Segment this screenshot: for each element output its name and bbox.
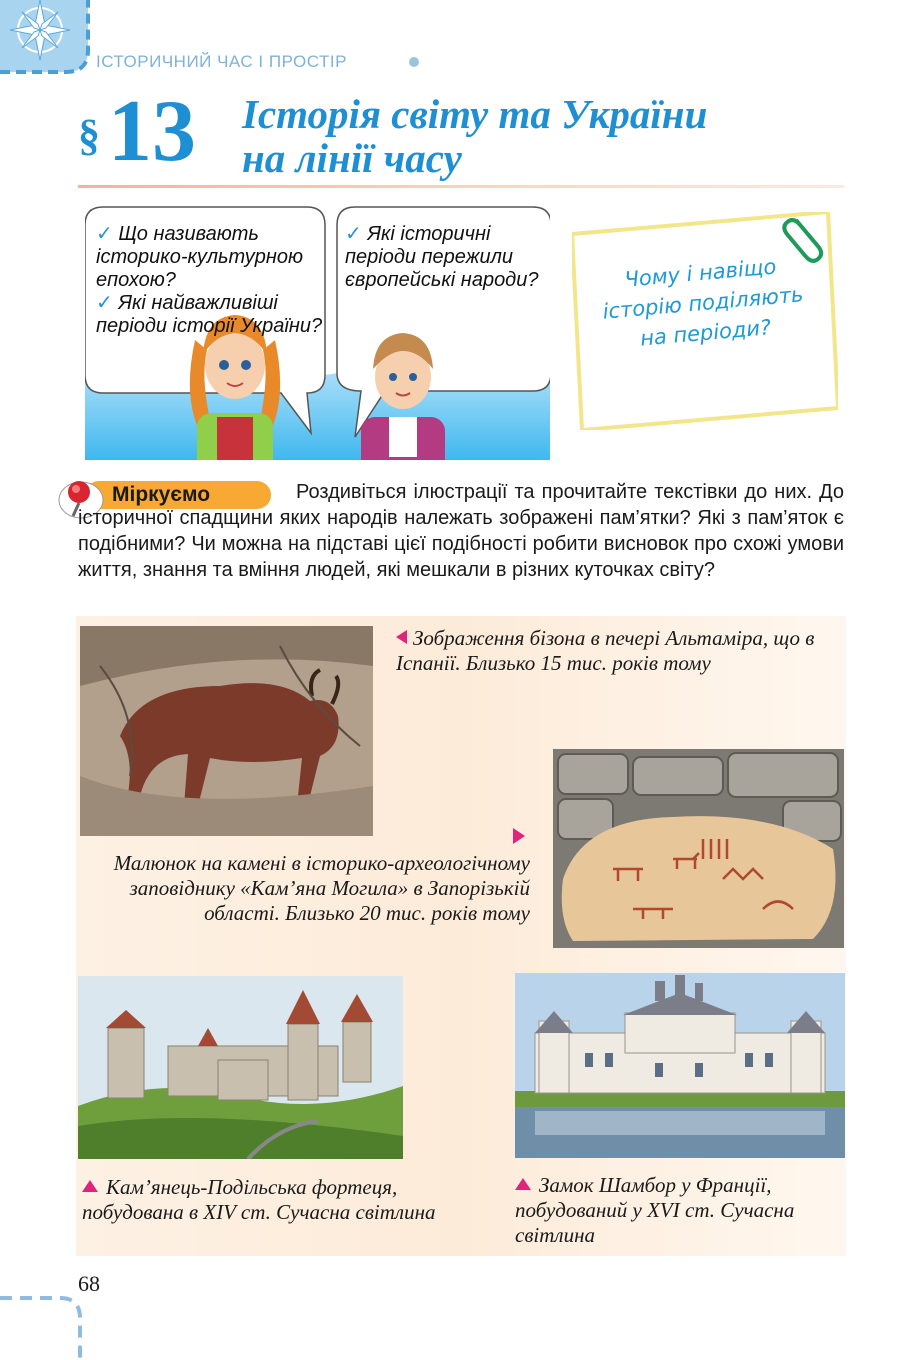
pointer-up-icon bbox=[515, 1178, 531, 1190]
caption-stone: Малюнок на камені в історико-археологічному заповіднику «Кам’яна Могила» в Запорізькій області. Близько 20 тис. років тому bbox=[113, 851, 530, 925]
stone-drawing-image bbox=[553, 749, 844, 948]
think-paragraph bbox=[78, 479, 844, 583]
checkmark-icon: ✓ bbox=[345, 223, 362, 245]
think-text: Роздивіться ілюстрації та прочитайте текстівки до них. До історичної спадщини яких народів належать зображені пам’ятки? Які з пам’яток є подібними? Чи можна на підставі цієї подібності робити висновок про схожі умови життя, знання та вміння людей, які мешкали в різних куточках світу? bbox=[78, 481, 844, 581]
bubble-right-question-1: Які історичні періоди пережили європейські народи? bbox=[345, 223, 539, 291]
pointer-left-icon bbox=[396, 630, 407, 644]
paragraph-number bbox=[78, 83, 196, 180]
compass-rose-icon bbox=[0, 0, 92, 74]
note-question: Чому і навіщо історію поділяють на періоди? bbox=[601, 254, 805, 351]
section-label: ІСТОРИЧНИЙ ЧАС І ПРОСТІР bbox=[96, 52, 347, 71]
checkmark-icon: ✓ bbox=[96, 292, 113, 314]
pointer-up-icon bbox=[82, 1180, 98, 1192]
caption-fortress-text: Кам’янець-Подільська фортеця, побудована в XIV ст. Сучасна світлина bbox=[82, 1175, 436, 1224]
caption-fortress bbox=[82, 1175, 502, 1225]
caption-bison-text: Зображення бізона в печері Альтаміра, що в Іспанії. Близько 15 тис. років тому bbox=[396, 626, 815, 675]
pointer-right-icon bbox=[513, 828, 525, 844]
title-divider bbox=[78, 185, 844, 188]
caption-castle-text: Замок Шамбор у Франції, побудований у XVI ст. Сучасна світлина bbox=[515, 1173, 795, 1247]
title-line-2: на лінії часу bbox=[242, 135, 462, 181]
bubble-right-text bbox=[345, 223, 545, 292]
caption-bison bbox=[396, 626, 836, 676]
checkmark-icon: ✓ bbox=[96, 223, 113, 245]
caption-castle bbox=[515, 1173, 845, 1248]
kamianets-fortress-image bbox=[78, 976, 403, 1159]
page-title bbox=[242, 92, 842, 180]
title-line-1: Історія світу та України bbox=[242, 91, 708, 137]
paragraph-sign: § bbox=[78, 111, 100, 160]
bubble-left-question-1: Що називають історико-культурною епохою? bbox=[96, 223, 304, 291]
section-dot bbox=[409, 57, 419, 67]
bubble-left-text bbox=[96, 223, 324, 338]
chambord-castle-image bbox=[515, 973, 845, 1158]
paragraph-digits: 13 bbox=[108, 83, 196, 180]
bubble-left-question-2: Які найважливіші періоди історії України? bbox=[96, 292, 323, 337]
dashed-corner-decoration bbox=[0, 1290, 90, 1360]
think-label: Міркуємо bbox=[112, 483, 211, 506]
bison-cave-painting-image bbox=[80, 626, 373, 836]
page-number: 68 bbox=[78, 1271, 100, 1296]
